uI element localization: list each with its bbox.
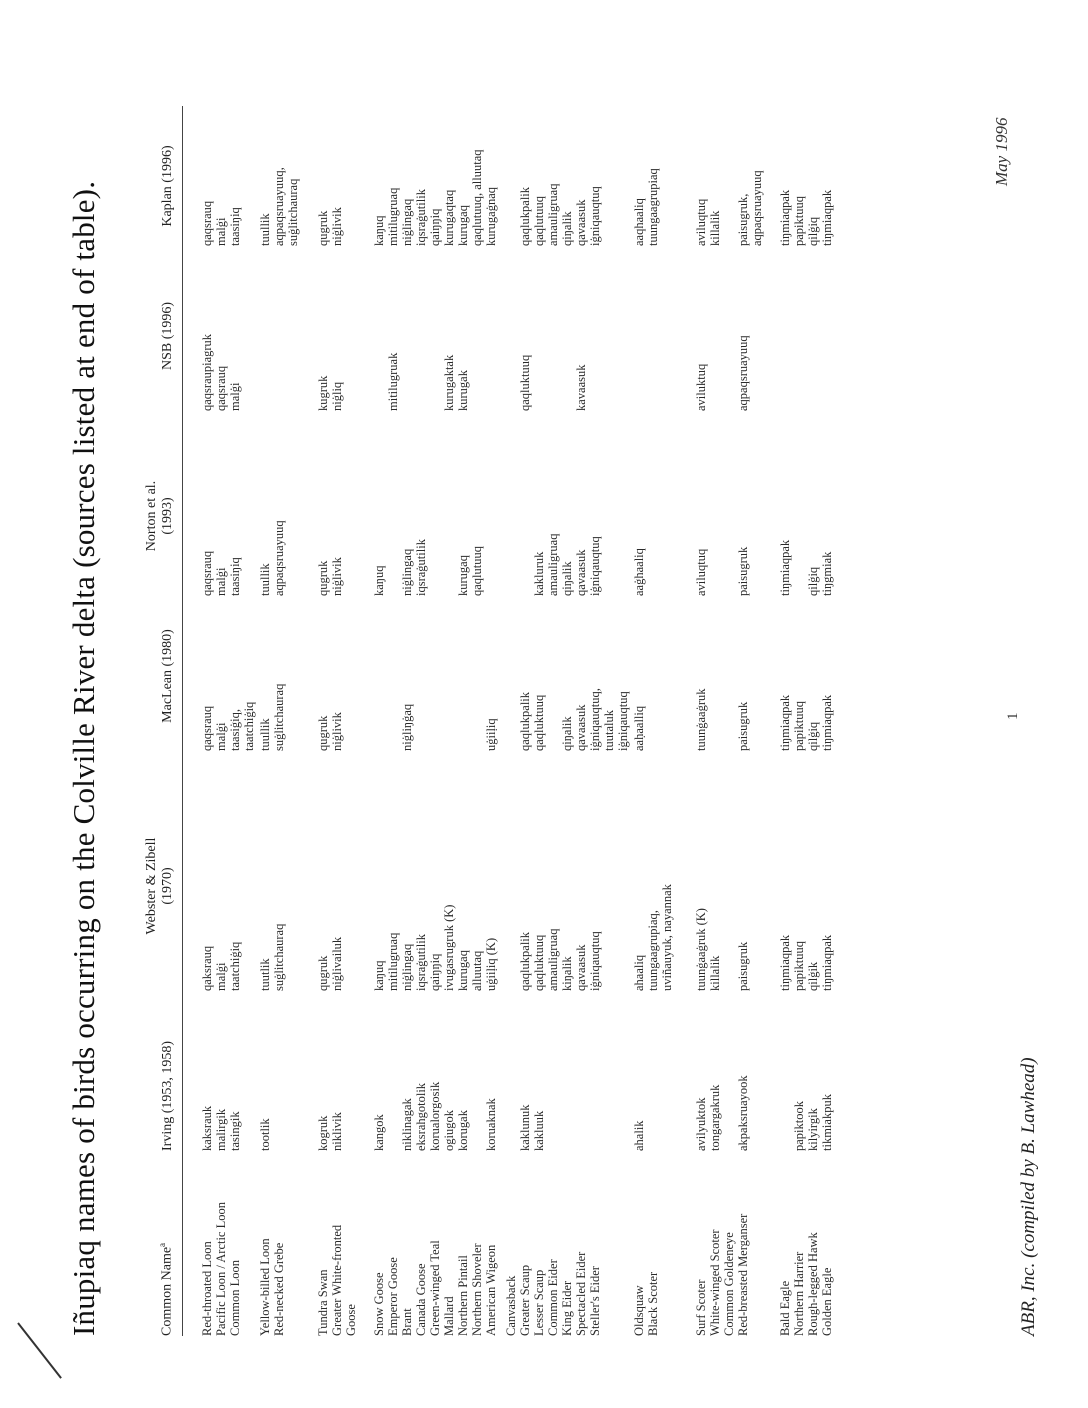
cell-maclean: niġliŋġaq uġiiḷiq bbox=[400, 703, 498, 751]
cell-maclean: tuunġaaġruk paisugruk bbox=[694, 688, 750, 751]
cell-irving: kaklunuk kakluuk bbox=[518, 1104, 546, 1151]
cell-kaplan: qaqsrauq malġi taasiŋiq bbox=[200, 200, 242, 246]
table-row bbox=[504, 106, 632, 1336]
cell-common-name: Tundra Swan Greater White-fronted Goose bbox=[316, 1224, 358, 1336]
cell-common-name: Snow Goose Emperor Goose Brant Canada Goose Green-winged Teal Mallard Northern Pintail Northern Shoveler American Wigeon bbox=[372, 1240, 498, 1336]
table-row bbox=[258, 106, 316, 1336]
page-number: 1 bbox=[1005, 712, 1021, 720]
cell-irving: ahalik bbox=[632, 1120, 646, 1151]
cell-common-name: Oldsquaw Black Scoter bbox=[632, 1271, 660, 1336]
cell-webster-zibell: kaŋuq mitilugruaq niġlingaq iqsraġutilik qaiŋŋiq ivugasrugruk (K) kurugaq alluutaq uġiiḷiq (K) bbox=[372, 904, 498, 991]
cell-irving: kangok niklinagak eksrahgotolik korualorgosik ogiugok korugak koruaknak bbox=[372, 1081, 498, 1151]
cell-maclean: qaqsrauq malġi taasiġiq, taatchiġiq bbox=[200, 701, 256, 751]
cell-webster-zibell: qaksrauq malġi taatchiġiq bbox=[200, 941, 242, 991]
cell-nsb: qaqsraupiagruk qaqsrauq malġi bbox=[200, 333, 242, 411]
cell-maclean: tuullik suġlitchauraq bbox=[258, 683, 286, 751]
cell-nsb: aviluktuq aqpaqsruayuuq bbox=[694, 335, 750, 411]
cell-webster-zibell: qaqlukpalik qaqluktuuq amauligruaq kiŋalik qavaasuk iġniqauqtuq bbox=[518, 928, 602, 991]
cell-norton: aviluqtuq paisugruk bbox=[694, 546, 750, 596]
table-title: Iñupiaq names of birds occurring on the Colville River delta (sources listed at end of table). bbox=[66, 180, 101, 1336]
table-body bbox=[200, 106, 842, 1336]
cell-irving: kogruk niklivik bbox=[316, 1112, 344, 1151]
cell-kaplan: tiŋmiaqpak papiktuuq qilġiq tiŋmiaqpak bbox=[778, 189, 834, 246]
cell-maclean: qaqlukpalik qaqluktuuq qiŋalik qavaasuk iġniqauqtuq, tuutaluk iġniqauqtuq bbox=[518, 688, 630, 751]
cell-maclean: aaḥaalliq bbox=[632, 705, 646, 751]
cell-kaplan: tuullik aqpaqsruayuuq, suġlitchauraq bbox=[258, 167, 300, 246]
cell-webster-zibell: qugruk niġlivailuk bbox=[316, 936, 344, 991]
cell-norton: kakluruk amauligruaq qiŋalik qavaasuk iġniqauqtuq bbox=[532, 533, 602, 596]
table-row bbox=[778, 106, 842, 1336]
cell-kaplan: aviluqtuq killalik paisugruk, aqpaqsruayuuq bbox=[694, 170, 764, 246]
header-common-name: Common Name$^a$ bbox=[157, 1242, 175, 1336]
cell-common-name: Surf Scoter White-winged Scoter Common Goldeneye Red-breasted Merganser bbox=[694, 1213, 750, 1336]
cell-norton: kaŋuq niġlingaq iqsraġutilik kurugaq qaqlutuuq bbox=[372, 539, 484, 596]
header-kaplan: Kaplan (1996) bbox=[160, 145, 175, 227]
cell-irving: papiktook kilyirgik tikmiakpuk bbox=[792, 1094, 834, 1151]
table-row bbox=[632, 106, 694, 1336]
cell-irving: tootlik bbox=[258, 1118, 272, 1151]
cell-webster-zibell: tiŋmiaqpak papiktuuq qilġik tiŋmiaqpak bbox=[778, 934, 834, 991]
cell-webster-zibell: tuunġaaġruk (K) killalik paisugruk bbox=[694, 908, 750, 991]
cell-common-name: Bald Eagle Northern Harrier Rough-legged Hawk Golden Eagle bbox=[778, 1232, 834, 1336]
cell-irving: avilyuktok tongargakruk akpaksruayook bbox=[694, 1075, 750, 1151]
cell-nsb: qaqluktuuq kavaasuk bbox=[518, 354, 588, 411]
cell-webster-zibell: ahaaliq tuungaagrupiaq, uviñauyuk, nayannak bbox=[632, 884, 674, 991]
cell-kaplan: qaqlukpalik qaqlutuuq amauligruaq qiŋalik qavaasuk iġniqauqtuq bbox=[518, 183, 602, 246]
cell-maclean: tiŋmiaqpak papiktuuq qilġiq tiŋmiaqpak bbox=[778, 694, 834, 751]
table-row bbox=[372, 106, 504, 1336]
cell-common-name: Canvasback Greater Scaup Lesser Scaup Common Eider King Eider Spectacled Eider Steller's Eider bbox=[504, 1251, 602, 1336]
header-irving: Irving (1953, 1958) bbox=[160, 1040, 175, 1151]
cell-norton: tuullik aqpaqsruayuuq bbox=[258, 520, 286, 596]
cell-webster-zibell: tuutlik suġlitchauraq bbox=[258, 923, 286, 991]
header-norton: Norton et al. (1993) bbox=[144, 480, 175, 552]
cell-irving: kaksrauk malirgik tasingik bbox=[200, 1105, 242, 1151]
table-row bbox=[694, 106, 778, 1336]
table-row bbox=[316, 106, 372, 1336]
header-webster-zibell: Webster & Zibell (1970) bbox=[144, 837, 175, 935]
cell-common-name: Red-throated Loon Pacific Loon / Arctic Loon Common Loon bbox=[200, 1202, 242, 1336]
header-nsb: NSB (1996) bbox=[160, 301, 175, 371]
cell-norton: qugruk niġlivik bbox=[316, 557, 344, 596]
cell-kaplan: kaŋuq mitilugruaq niġlingaq iqsraġutilik qaiŋŋiq kurugaqtaq kurugaq qaqlutuuq, alluutaq kurugaġnaq bbox=[372, 149, 498, 246]
cell-maclean: qugruk niġlivik bbox=[316, 712, 344, 751]
credit-line: ABR, Inc. (compiled by B. Lawhead) bbox=[1018, 1057, 1039, 1336]
document-date: May 1996 bbox=[992, 117, 1011, 186]
table-header bbox=[110, 106, 183, 1336]
cell-nsb: kugruk niġliq bbox=[316, 375, 344, 411]
cell-common-name: Yellow-billed Loon Red-necked Grebe bbox=[258, 1238, 286, 1336]
cell-norton: aaġhaaliq bbox=[632, 548, 646, 596]
cell-kaplan: qugruk niġlivik bbox=[316, 207, 344, 246]
cell-kaplan: aaqhaaliq tuungaagrupiaq bbox=[632, 168, 660, 246]
header-maclean: MacLean (1980) bbox=[160, 629, 175, 723]
table-row bbox=[200, 106, 258, 1336]
cell-norton: qaqsrauq malġi taasiŋiq bbox=[200, 550, 242, 596]
cell-nsb: mitilugruak kurugaktak kurugak bbox=[386, 352, 470, 411]
cell-norton: tiŋmiaqpak qilġiq tiŋgmiak bbox=[778, 539, 834, 596]
